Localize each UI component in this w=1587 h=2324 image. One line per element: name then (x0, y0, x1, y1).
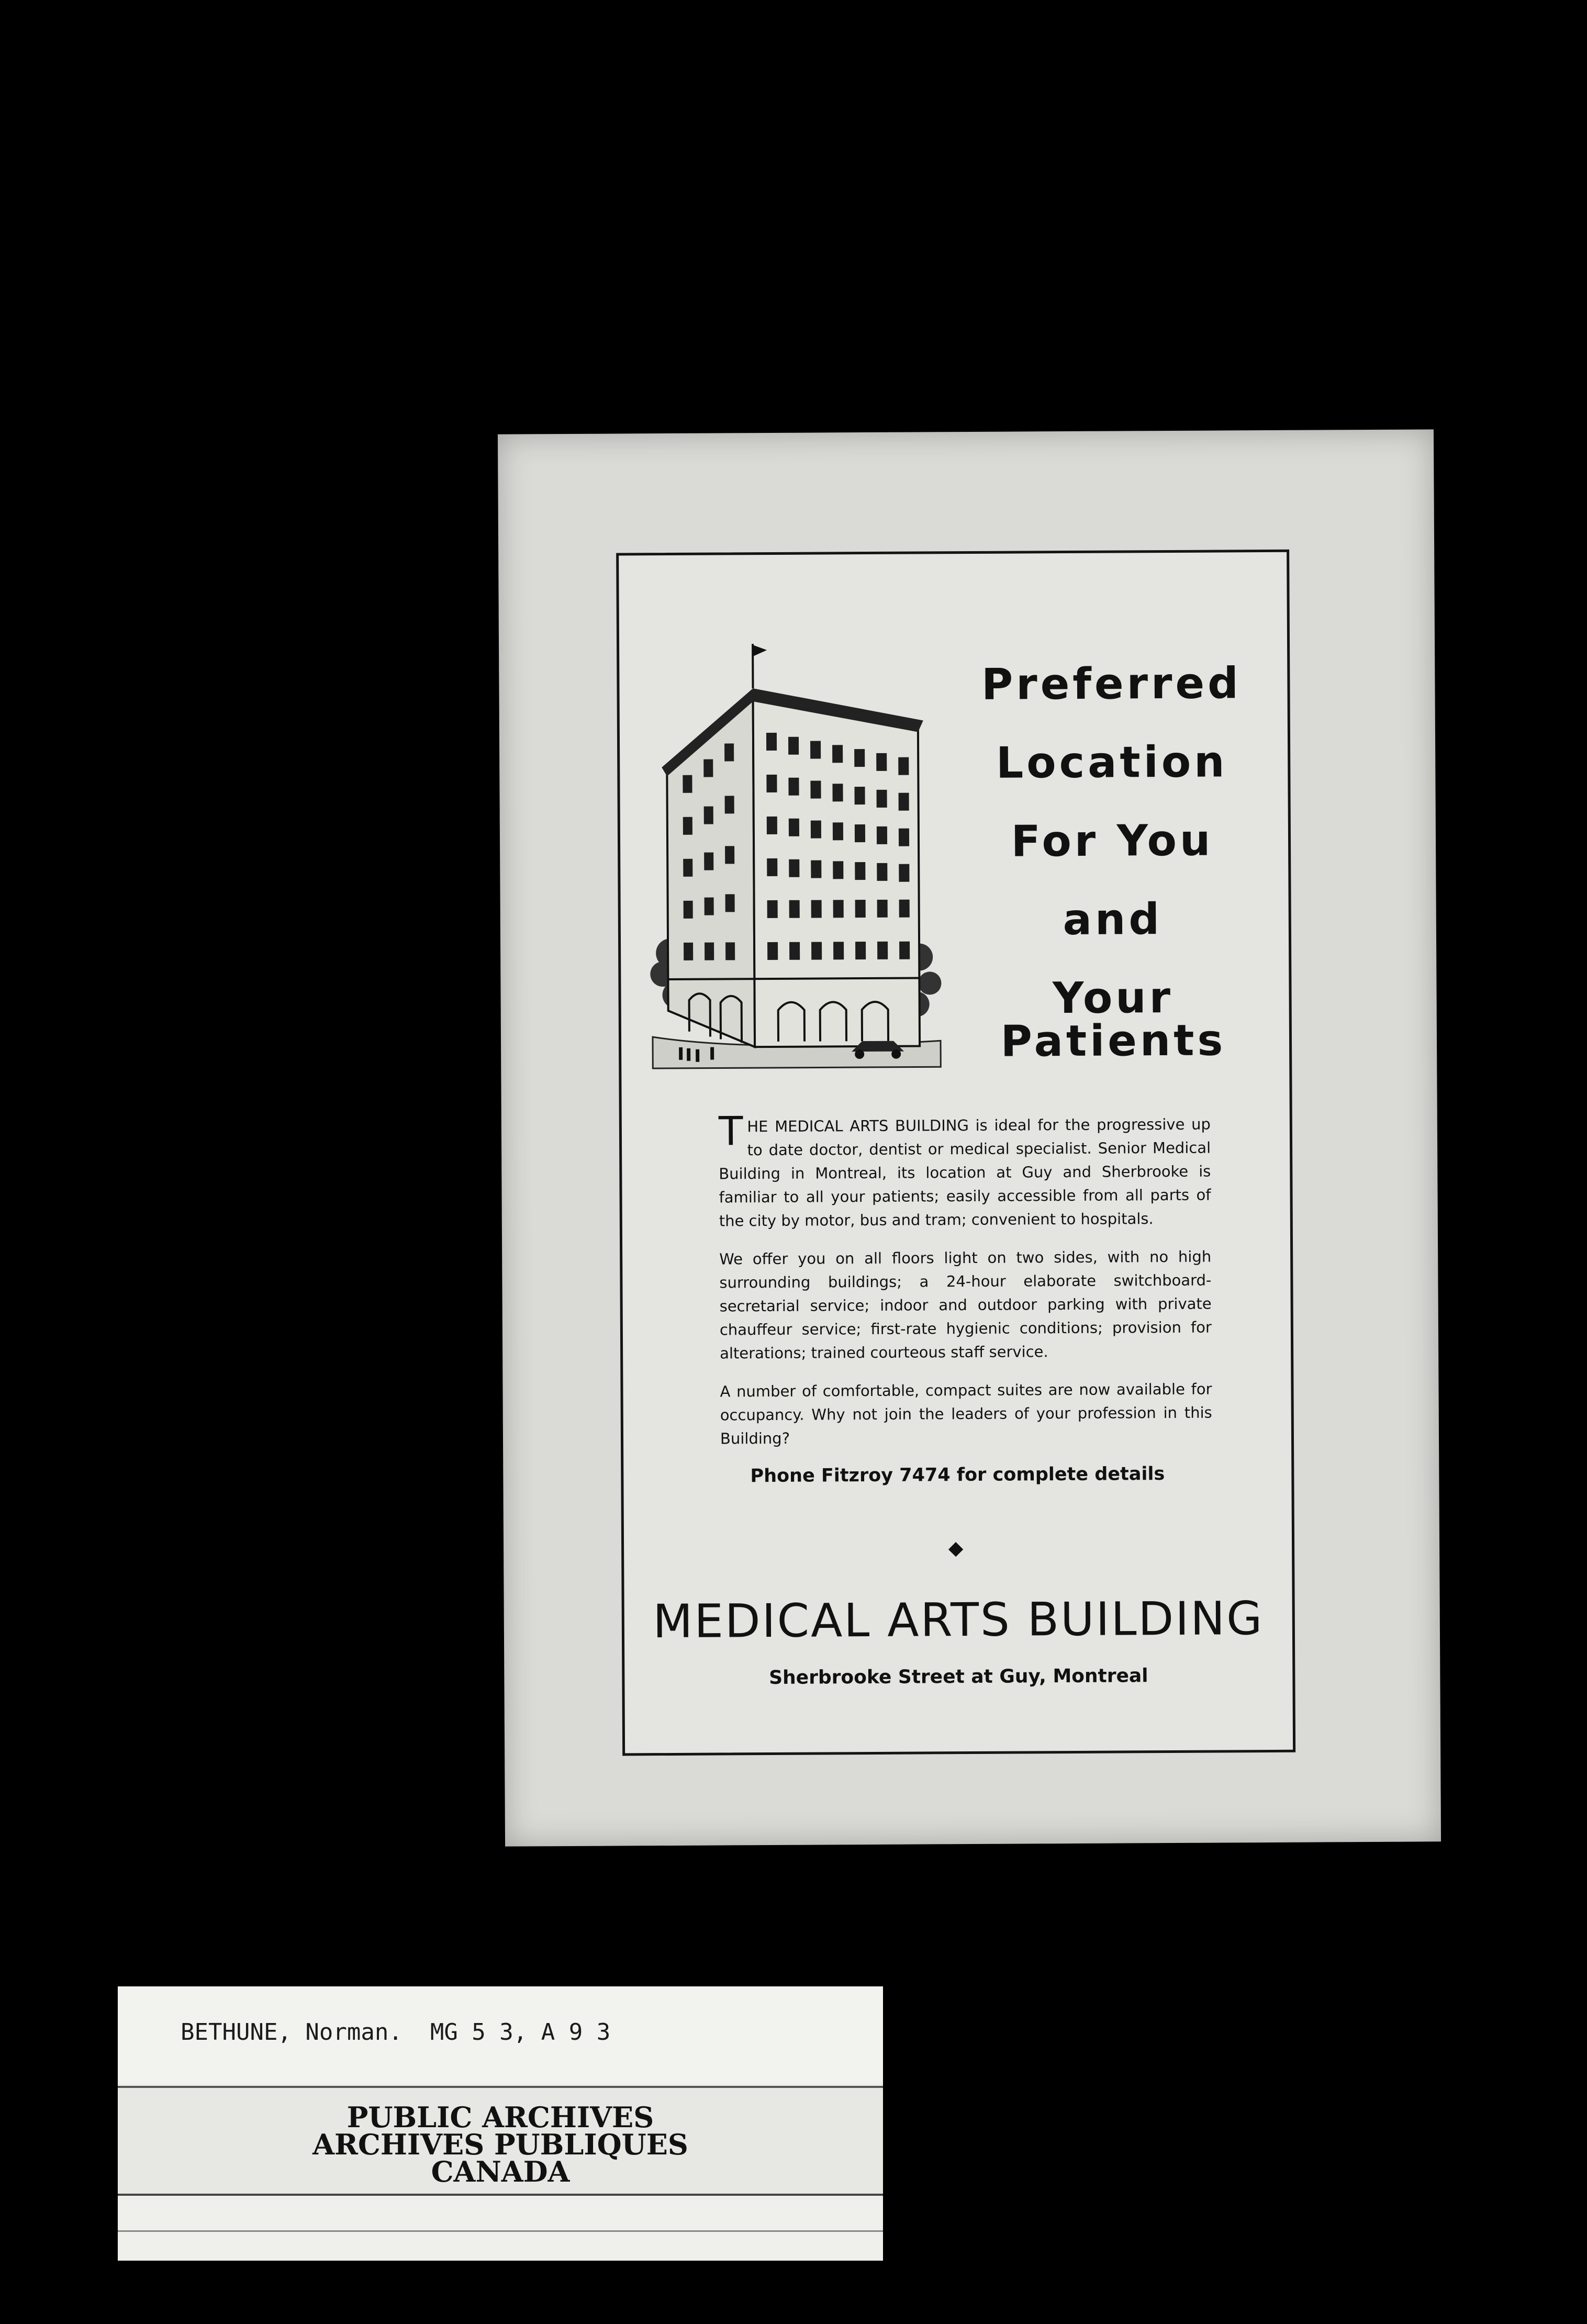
headline-line: Your Patients (1000, 973, 1226, 1067)
archive-stamp (118, 2086, 883, 2196)
archive-card-header (118, 1986, 883, 2083)
headline-line: For You (1011, 815, 1214, 867)
brand-address: Sherbrooke Street at Guy, Montreal (769, 1665, 1148, 1689)
diamond-ornament (948, 1542, 963, 1557)
archive-stamp-line: CANADA (431, 2155, 570, 2188)
headline-line: Preferred (981, 658, 1242, 710)
body-paragraph: THE MEDICAL ARTS BUILDING is ideal for the progressive up to date doctor, dentist or medical specialist. Senior Medical Building in Montreal, its location at Guy and Sherbrooke is familiar to all your patients; easily accessible from all parts of the city by motor, bus and tram; convenient to hospitals. (718, 1108, 1211, 1230)
brand-name: MEDICAL ARTS BUILDING (653, 1591, 1264, 1649)
phone-line: Phone Fitzroy 7474 for complete details (750, 1463, 1165, 1487)
advertisement-frame (616, 550, 1295, 1756)
archive-stamp-line: PUBLIC ARCHIVES (347, 2100, 654, 2134)
body-paragraph: A number of comfortable, compact suites are now available for occupancy. Why not join the leaders of your profession in this Building? (720, 1380, 1212, 1448)
archive-reference: BETHUNE, Norman. MG 5 3, A 9 3 (181, 2019, 611, 2046)
headline-line: and (1063, 895, 1163, 945)
body-paragraph: We offer you on all floors light on two sides, with no high surrounding buildings; a 24-hour elaborate switchboard-secretarial service; indoor and outdoor parking with private chauffeur service; first-rate hygienic conditions; provision for alterations; trained courteous staff service. (719, 1247, 1212, 1362)
archive-card-footer (118, 2196, 883, 2261)
archive-card (118, 1986, 883, 2261)
body-copy (718, 1108, 1212, 1466)
building-illustration (645, 632, 946, 1074)
divider (118, 2230, 883, 2232)
archive-stamp-line: ARCHIVES PUBLIQUES (312, 2128, 688, 2161)
headline-line: Location (996, 737, 1228, 788)
scanned-page (498, 429, 1441, 1846)
